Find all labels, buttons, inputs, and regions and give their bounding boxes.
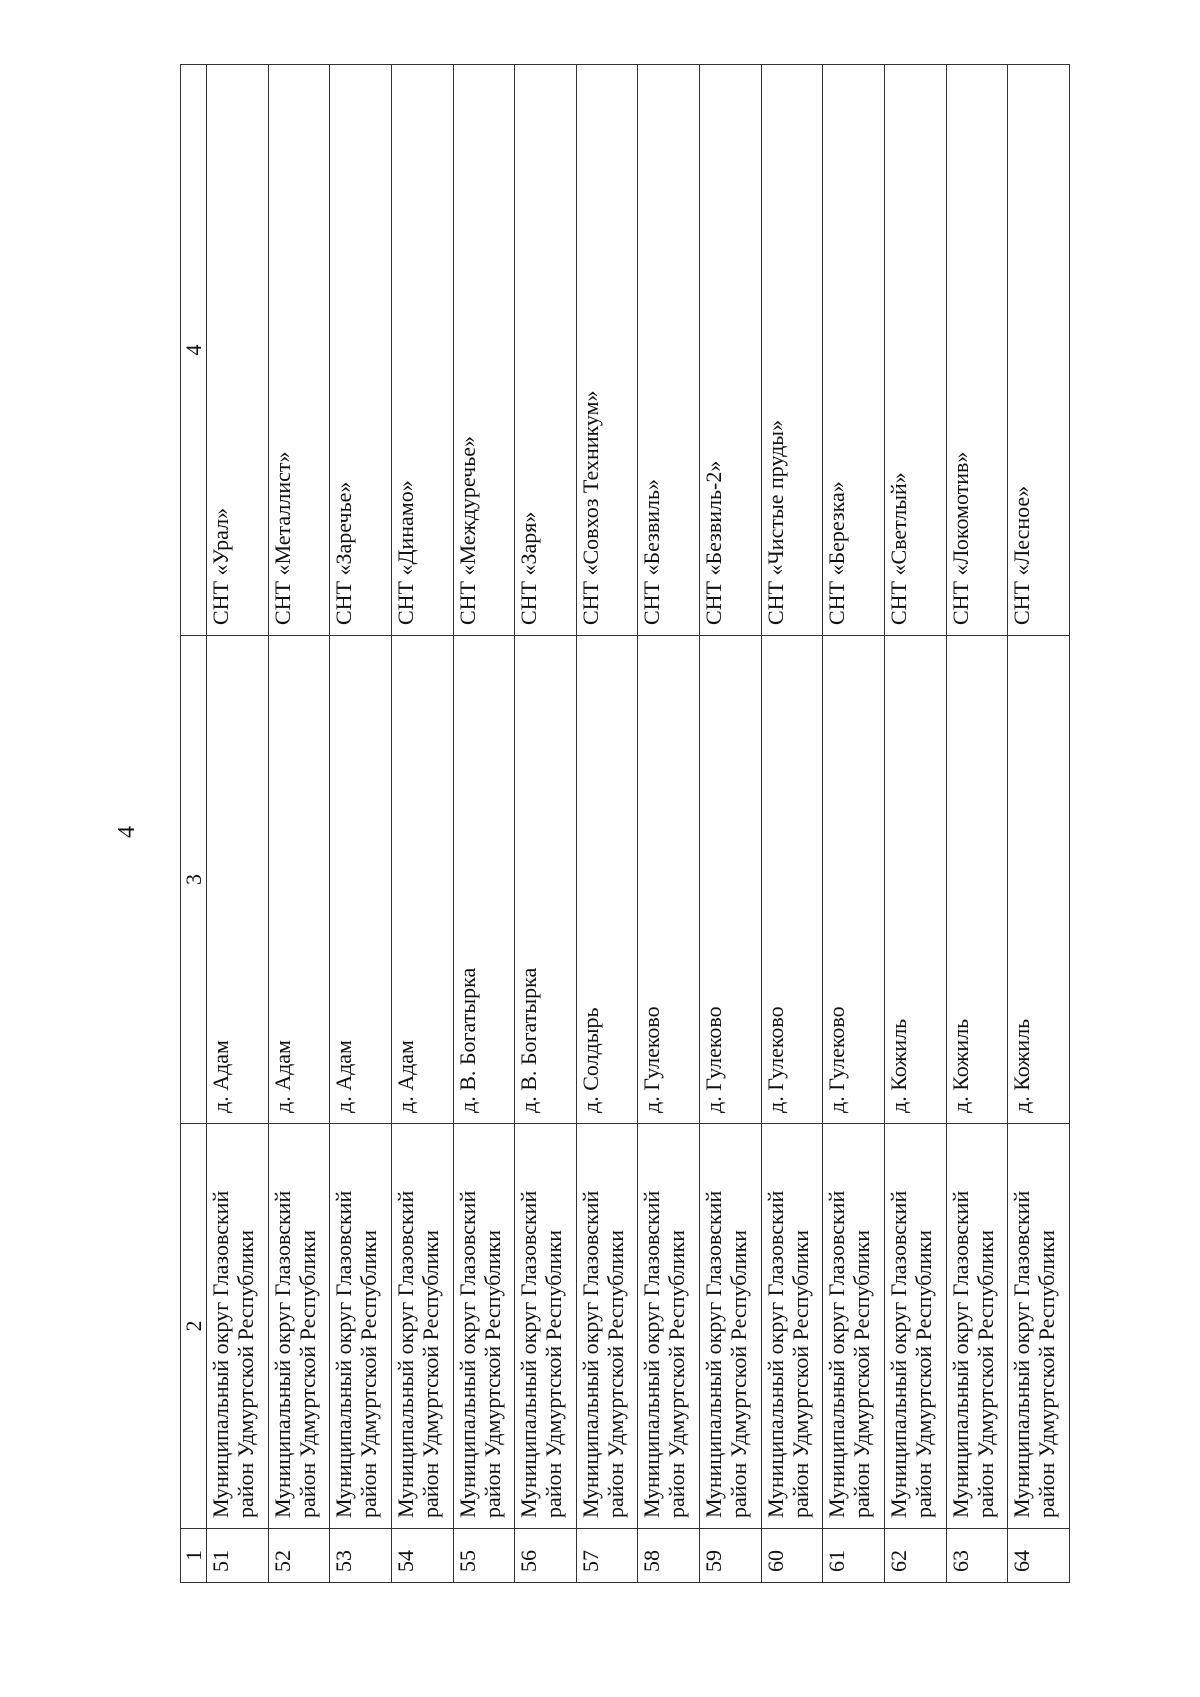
column-header-1: 1 xyxy=(181,1529,207,1583)
table-body xyxy=(207,65,1070,1583)
row-number-cell: 62 xyxy=(885,1529,947,1583)
page-number: 4 xyxy=(114,826,140,838)
table-row xyxy=(1008,65,1070,1583)
snt-name-cell: СНТ «Заря» xyxy=(515,65,577,636)
locality-cell: д. Адам xyxy=(330,636,392,1124)
district-cell: Муниципальный округ Глазовский район Удмуртской Республики xyxy=(700,1124,762,1529)
snt-name-cell: СНТ «Урал» xyxy=(207,65,269,636)
snt-name-cell: СНТ «Березка» xyxy=(823,65,885,636)
table-row xyxy=(946,65,1008,1583)
snt-name-cell: СНТ «Лесное» xyxy=(1008,65,1070,636)
district-cell: Муниципальный округ Глазовский район Удмуртской Республики xyxy=(638,1124,700,1529)
table-row xyxy=(515,65,577,1583)
snt-name-cell: СНТ «Светлый» xyxy=(885,65,947,636)
district-cell: Муниципальный округ Глазовский район Удмуртской Республики xyxy=(946,1124,1008,1529)
table-row xyxy=(761,65,823,1583)
locality-cell: д. Адам xyxy=(268,636,330,1124)
row-number-cell: 54 xyxy=(391,1529,453,1583)
locality-cell: д. Гулеково xyxy=(823,636,885,1124)
locality-cell: д. Кожиль xyxy=(885,636,947,1124)
table-row xyxy=(885,65,947,1583)
district-cell: Муниципальный округ Глазовский район Удмуртской Республики xyxy=(823,1124,885,1529)
locality-cell: д. Гулеково xyxy=(638,636,700,1124)
locality-cell: д. Кожиль xyxy=(946,636,1008,1124)
locality-cell: д. Адам xyxy=(207,636,269,1124)
table-row xyxy=(823,65,885,1583)
row-number-cell: 55 xyxy=(453,1529,515,1583)
row-number-cell: 53 xyxy=(330,1529,392,1583)
snt-name-cell: СНТ «Безвиль» xyxy=(638,65,700,636)
row-number-cell: 64 xyxy=(1008,1529,1070,1583)
registry-table xyxy=(180,64,1070,1583)
locality-cell: д. Гулеково xyxy=(700,636,762,1124)
table-header-row xyxy=(181,65,207,1583)
snt-name-cell: СНТ «Совхоз Техникум» xyxy=(576,65,638,636)
column-header-3: 3 xyxy=(181,636,207,1124)
row-number-cell: 52 xyxy=(268,1529,330,1583)
table-row xyxy=(700,65,762,1583)
table-row xyxy=(576,65,638,1583)
row-number-cell: 61 xyxy=(823,1529,885,1583)
table-row xyxy=(638,65,700,1583)
snt-name-cell: СНТ «Безвиль-2» xyxy=(700,65,762,636)
column-header-2: 2 xyxy=(181,1124,207,1529)
snt-name-cell: СНТ «Заречье» xyxy=(330,65,392,636)
row-number-cell: 56 xyxy=(515,1529,577,1583)
snt-name-cell: СНТ «Металлист» xyxy=(268,65,330,636)
rotated-table-wrapper xyxy=(180,65,1070,1583)
district-cell: Муниципальный округ Глазовский район Удмуртской Республики xyxy=(207,1124,269,1529)
district-cell: Муниципальный округ Глазовский район Удмуртской Республики xyxy=(330,1124,392,1529)
district-cell: Муниципальный округ Глазовский район Удмуртской Республики xyxy=(885,1124,947,1529)
row-number-cell: 58 xyxy=(638,1529,700,1583)
district-cell: Муниципальный округ Глазовский район Удмуртской Республики xyxy=(268,1124,330,1529)
locality-cell: д. Гулеково xyxy=(761,636,823,1124)
district-cell: Муниципальный округ Глазовский район Удмуртской Республики xyxy=(761,1124,823,1529)
table-row xyxy=(330,65,392,1583)
district-cell: Муниципальный округ Глазовский район Удмуртской Республики xyxy=(576,1124,638,1529)
district-cell: Муниципальный округ Глазовский район Удмуртской Республики xyxy=(1008,1124,1070,1529)
table-row xyxy=(268,65,330,1583)
row-number-cell: 59 xyxy=(700,1529,762,1583)
district-cell: Муниципальный округ Глазовский район Удмуртской Республики xyxy=(391,1124,453,1529)
table-row xyxy=(207,65,269,1583)
locality-cell: д. Адам xyxy=(391,636,453,1124)
table-row xyxy=(391,65,453,1583)
row-number-cell: 63 xyxy=(946,1529,1008,1583)
row-number-cell: 51 xyxy=(207,1529,269,1583)
district-cell: Муниципальный округ Глазовский район Удмуртской Республики xyxy=(515,1124,577,1529)
locality-cell: д. Солдырь xyxy=(576,636,638,1124)
locality-cell: д. В. Богатырка xyxy=(453,636,515,1124)
row-number-cell: 60 xyxy=(761,1529,823,1583)
snt-name-cell: СНТ «Динамо» xyxy=(391,65,453,636)
locality-cell: д. Кожиль xyxy=(1008,636,1070,1124)
snt-name-cell: СНТ «Локомотив» xyxy=(946,65,1008,636)
district-cell: Муниципальный округ Глазовский район Удмуртской Республики xyxy=(453,1124,515,1529)
snt-name-cell: СНТ «Чистые пруды» xyxy=(761,65,823,636)
snt-name-cell: СНТ «Междуречье» xyxy=(453,65,515,636)
row-number-cell: 57 xyxy=(576,1529,638,1583)
locality-cell: д. В. Богатырка xyxy=(515,636,577,1124)
table-row xyxy=(453,65,515,1583)
column-header-4: 4 xyxy=(181,65,207,636)
